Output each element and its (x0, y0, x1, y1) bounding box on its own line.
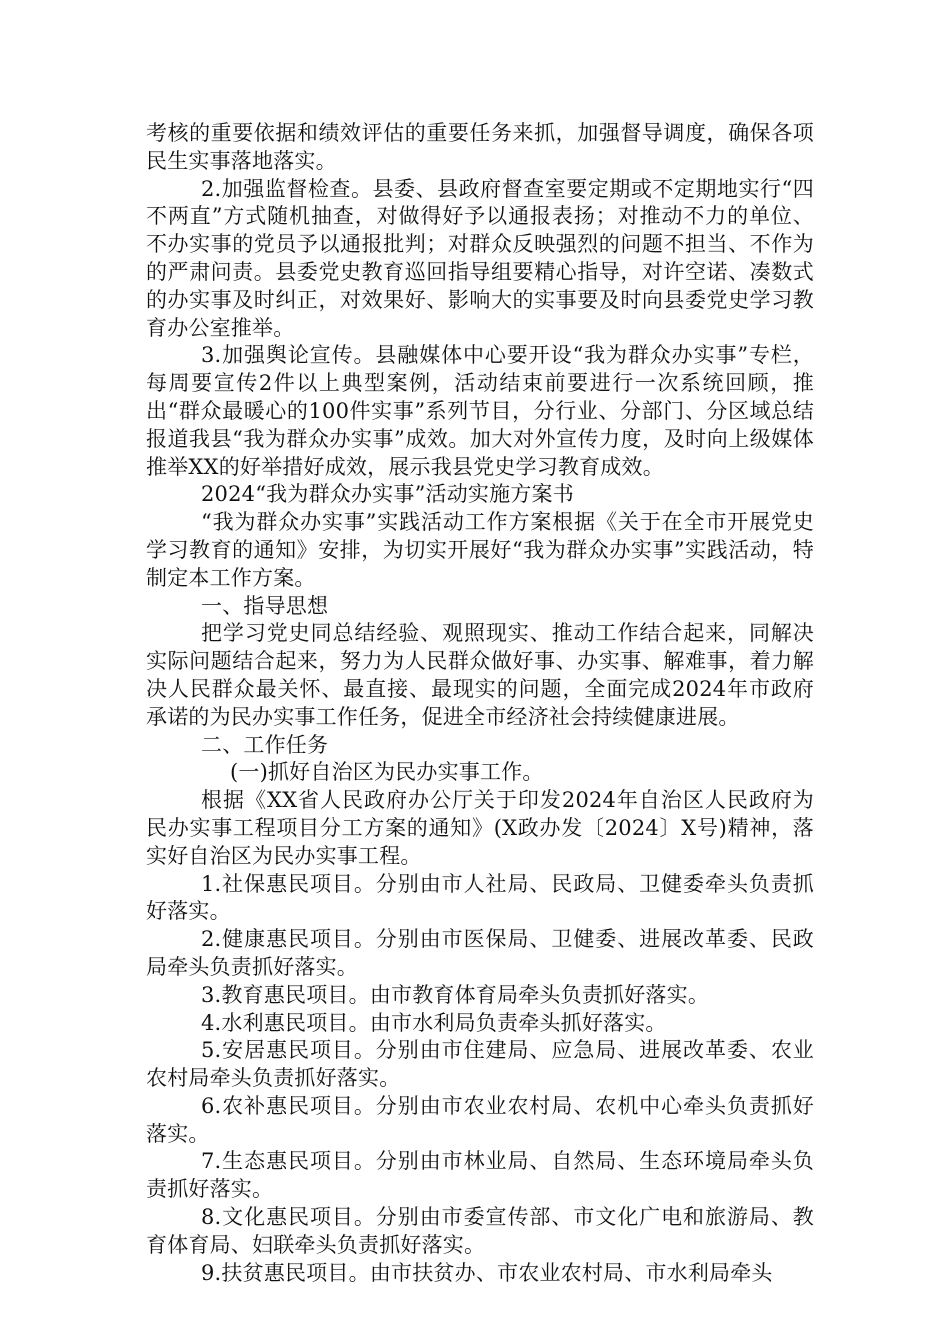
list-item: 8.文化惠民项目。分别由市委宣传部、市文化广电和旅游局、教育体育局、妇联牵头负责抓好落实。 (146, 1205, 814, 1257)
section-heading-tasks: 二、工作任务 (201, 732, 329, 757)
list-item: 5.安居惠民项目。分别由市住建局、应急局、进展改革委、农业农村局牵头负责抓好落实。 (146, 1038, 814, 1091)
list-item: 6.农补惠民项目。分别由市农业农村局、农机中心牵头负责抓好落实。 (146, 1093, 814, 1146)
list-item: 4.水利惠民项目。由市水利局负责牵头抓好落实。 (201, 1010, 667, 1035)
list-item: 9.扶贫惠民项目。由市扶贫办、市农业农村局、市水利局牵头 (201, 1260, 773, 1285)
paragraph-supervision: 2.加强监督检查。县委、县政府督查室要定期或不定期地实行“四不两直”方式随机抽查，对做得好予以通报表扬；对推动不力的单位、不办实事的党员予以通报批判；对群众反映强烈的问题不担当、不作为的严肃问责。县委党史教育巡回指导组要精心指导，对许空诺、凑数式的办实事及时纠正，对效果好、影响大的实事要及时向县委党史学习教育办公室推举。 (146, 176, 814, 340)
section-heading-guiding: 一、指导思想 (201, 593, 329, 618)
paragraph-basis: 根据《XX省人民政府办公厅关于印发2024年自治区人民政府为民办实事工程项目分工方案的通知》(X政办发〔2024〕X号)精神，落实好自治区为民办实事工程。 (146, 788, 814, 868)
paragraph-continuation: 考核的重要依据和绩效评估的重要任务来抓，加强督导调度，确保各项民生实事落地落实。 (146, 121, 814, 173)
list-item: 1.社保惠民项目。分别由市人社局、民政局、卫健委牵头负责抓好落实。 (146, 871, 814, 924)
paragraph-intro: “我为群众办实事”实践活动工作方案根据《关于在全市开展党史学习教育的通知》安排，为切实开展好“我为群众办实事”实践活动，特制定本工作方案。 (146, 510, 814, 590)
paragraph-publicity: 3.加强舆论宣传。县融媒体中心要开设“我为群众办实事”专栏，每周要宣传2件以上典型案例，活动结束前要进行一次系统回顾，推出“群众最暖心的100件实事”系列节目，分行业、分部门、分区域总结报道我县“我为群众办实事”成效。加大对外宣传力度，及时向上级媒体推举XX的好举措好成效，展示我县党史学习教育成效。 (146, 343, 814, 479)
list-item: 3.教育惠民项目。由市教育体育局牵头负责抓好落实。 (201, 982, 710, 1007)
document-title: 2024“我为群众办实事”活动实施方案书 (201, 482, 574, 507)
list-item: 7.生态惠民项目。分别由市林业局、自然局、生态环境局牵头负责抓好落实。 (146, 1149, 814, 1202)
list-item: 2.健康惠民项目。分别由市医保局、卫健委、进展改革委、民政局牵头负责抓好落实。 (146, 927, 814, 979)
paragraph-guiding: 把学习党史同总结经验、观照现实、推动工作结合起来，同解决实际问题结合起来，努力为人民群众做好事、办实事、解难事，着力解决人民群众最关怀、最直接、最现实的问题，全面完成2024年市政府承诺的为民办实事工作任务，促进全市经济社会持续健康进展。 (146, 621, 814, 729)
document-page (146, 120, 814, 1287)
subsection-heading: (一)抓好自治区为民办实事工作。 (230, 760, 544, 785)
